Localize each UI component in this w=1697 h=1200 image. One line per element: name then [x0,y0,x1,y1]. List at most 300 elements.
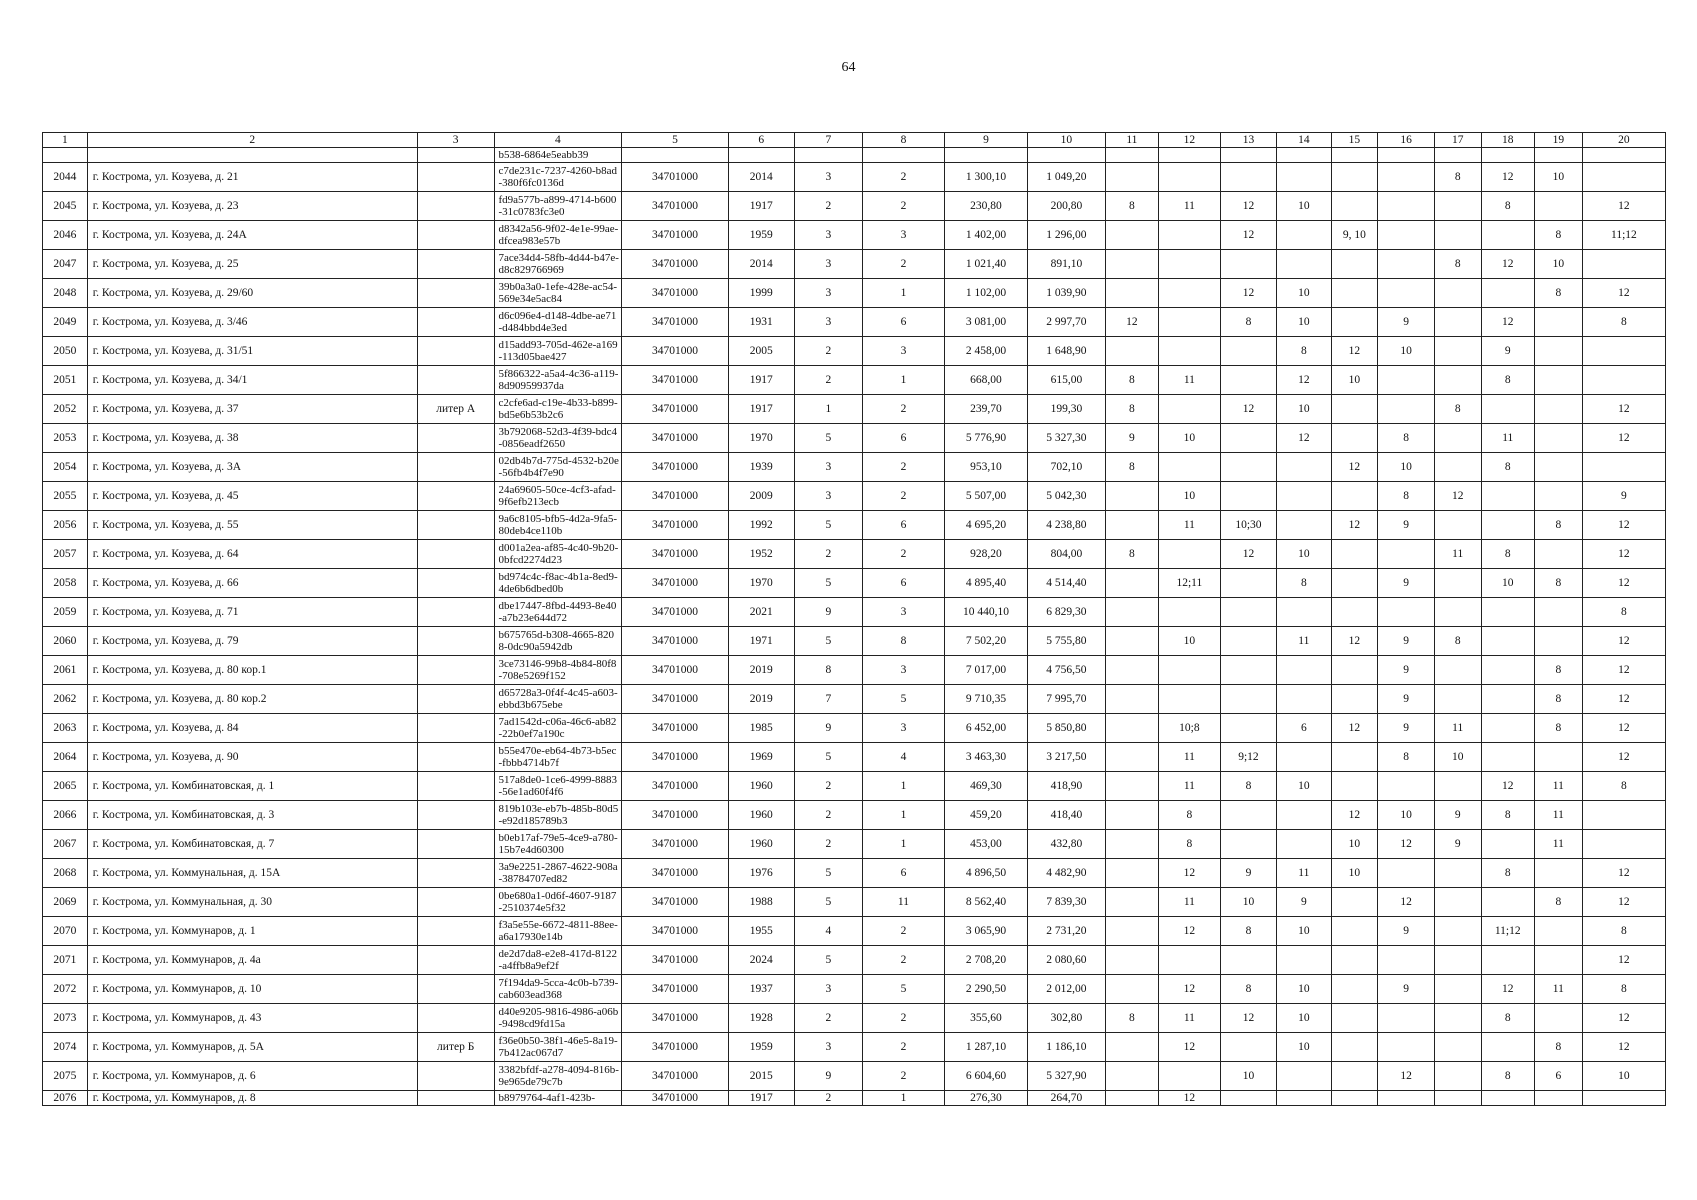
total-area-cell: 239,70 [944,395,1027,424]
table-row [43,192,1666,221]
total-area-cell: 8 562,40 [944,888,1027,917]
col-14-cell: 10 [1277,279,1331,308]
year-built-cell: 2024 [728,946,794,975]
housing-register-table [42,132,1666,1106]
col-13-cell [1220,627,1276,656]
col-12-cell [1158,685,1220,714]
floors-cell: 3 [794,453,862,482]
table-row [43,1091,1666,1106]
row-number-cell: 2046 [43,221,88,250]
col-16-cell: 9 [1378,975,1434,1004]
col-15-cell [1331,569,1378,598]
col-13-cell: 12 [1220,395,1276,424]
entrances-cell: 1 [862,279,944,308]
year-built-cell: 1999 [728,279,794,308]
living-area-cell: 5 327,90 [1028,1062,1106,1091]
total-area-cell: 355,60 [944,1004,1027,1033]
total-area-cell: 928,20 [944,540,1027,569]
col-14-cell: 8 [1277,337,1331,366]
col-19-cell [1534,453,1582,482]
col-12-cell [1158,1062,1220,1091]
col-11-cell [1105,946,1158,975]
col-19-cell: 8 [1534,511,1582,540]
entrances-cell: 6 [862,308,944,337]
col-13-cell [1220,453,1276,482]
column-header-14: 14 [1277,133,1331,148]
column-header-13: 13 [1220,133,1276,148]
col-15-cell [1331,1004,1378,1033]
oktmo-code-cell: 34701000 [622,482,728,511]
building-letter-cell [417,743,494,772]
entrances-cell: 1 [862,772,944,801]
col-17-cell [1434,946,1481,975]
year-built-cell: 1960 [728,772,794,801]
oktmo-code-cell: 34701000 [622,714,728,743]
guid-cell: 7f194da9-5cca-4c0b-b739-cab603ead368 [494,975,622,1004]
address-cell: г. Кострома, ул. Коммунаров, д. 10 [87,975,417,1004]
floors-cell: 5 [794,424,862,453]
total-area-cell: 469,30 [944,772,1027,801]
col-18-cell: 9 [1481,337,1534,366]
col-15-cell: 12 [1331,453,1378,482]
col-15-cell [1331,540,1378,569]
col-19-cell: 8 [1534,1033,1582,1062]
row-number-cell: 2049 [43,308,88,337]
col-11-cell [1105,569,1158,598]
floors-cell: 3 [794,482,862,511]
total-area-cell: 10 440,10 [944,598,1027,627]
col-16-cell: 9 [1378,714,1434,743]
col-16-cell: 12 [1378,888,1434,917]
col-14-cell [1277,598,1331,627]
living-area-cell: 2 012,00 [1028,975,1106,1004]
col-12-cell: 11 [1158,1004,1220,1033]
floors-cell: 9 [794,598,862,627]
col-19-cell: 6 [1534,1062,1582,1091]
col-12-cell [1158,250,1220,279]
living-area-cell: 6 829,30 [1028,598,1106,627]
col-15-cell [1331,192,1378,221]
table-row [43,917,1666,946]
building-letter-cell [417,1004,494,1033]
col-11-cell [1105,1033,1158,1062]
column-header-17: 17 [1434,133,1481,148]
row-number-cell: 2047 [43,250,88,279]
col-20-cell: 12 [1582,569,1665,598]
row-number-cell: 2052 [43,395,88,424]
oktmo-code-cell: 34701000 [622,337,728,366]
year-built-cell: 1976 [728,859,794,888]
living-area-cell: 199,30 [1028,395,1106,424]
row-number-cell: 2062 [43,685,88,714]
col-12-cell: 10 [1158,424,1220,453]
address-cell: г. Кострома, ул. Козуева, д. 64 [87,540,417,569]
col-19-cell [1534,1091,1582,1106]
year-built-cell: 1917 [728,1091,794,1106]
column-number-header [43,133,1666,148]
oktmo-code-cell: 34701000 [622,627,728,656]
col-19-cell [1534,859,1582,888]
col-11-cell [1105,1062,1158,1091]
col-15-cell [1331,598,1378,627]
col-19-cell [1534,366,1582,395]
floors-cell: 5 [794,888,862,917]
guid-cell: d6c096e4-d148-4dbe-ae71-d484bbd4e3ed [494,308,622,337]
col-16-cell [1378,540,1434,569]
col-11-cell [1105,482,1158,511]
col-20-cell [1582,366,1665,395]
entrances-cell: 11 [862,888,944,917]
col-17-cell [1434,772,1481,801]
guid-cell: fd9a577b-a899-4714-b600-31c0783fc3e0 [494,192,622,221]
row-number-cell: 2063 [43,714,88,743]
col-18-cell [1481,511,1534,540]
col-17-cell [1434,424,1481,453]
row-number-cell: 2071 [43,946,88,975]
building-letter-cell [417,250,494,279]
year-built-cell: 2019 [728,656,794,685]
col-15-cell: 10 [1331,366,1378,395]
col-20-cell: 12 [1582,714,1665,743]
col-15-cell [1331,888,1378,917]
guid-cell: 3a9e2251-2867-4622-908a-38784707ed82 [494,859,622,888]
col-20-cell: 12 [1582,540,1665,569]
guid-cell: b0eb17af-79e5-4ce9-a780-15b7e4d60300 [494,830,622,859]
building-letter-cell [417,830,494,859]
row-number-cell: 2054 [43,453,88,482]
col-12-cell [1158,221,1220,250]
table-row [43,163,1666,192]
col-17-cell [1434,656,1481,685]
col-13-cell [1220,685,1276,714]
floors-cell: 5 [794,743,862,772]
col-14-cell [1277,830,1331,859]
col-11-cell [1105,337,1158,366]
col-14-cell: 10 [1277,1004,1331,1033]
total-area-cell: 5 776,90 [944,424,1027,453]
col-15-cell: 10 [1331,830,1378,859]
address-cell: г. Кострома, ул. Комбинатовская, д. 1 [87,772,417,801]
guid-cell: 3382bfdf-a278-4094-816b-9e965de79c7b [494,1062,622,1091]
total-area-cell: 3 081,00 [944,308,1027,337]
col-13-cell [1220,714,1276,743]
building-letter-cell [417,308,494,337]
col-12-cell: 12 [1158,917,1220,946]
col-12-cell [1158,453,1220,482]
total-area-cell: 2 708,20 [944,946,1027,975]
col-12-cell: 8 [1158,830,1220,859]
building-letter-cell [417,946,494,975]
living-area-cell: 7 995,70 [1028,685,1106,714]
table-row [43,1004,1666,1033]
col-14-cell [1277,163,1331,192]
col-20-cell: 8 [1582,772,1665,801]
column-header-12: 12 [1158,133,1220,148]
guid-cell: d40e9205-9816-4986-a06b-9498cd9fd15a [494,1004,622,1033]
table-row [43,395,1666,424]
col-13-cell: 12 [1220,279,1276,308]
col-18-cell [1481,888,1534,917]
col-14-cell: 10 [1277,308,1331,337]
living-area-cell: 615,00 [1028,366,1106,395]
col-18-cell: 10 [1481,569,1534,598]
entrances-cell: 5 [862,685,944,714]
row-number-cell: 2068 [43,859,88,888]
row-number-cell: 2056 [43,511,88,540]
col-18-cell: 8 [1481,1062,1534,1091]
col-18-cell [1481,482,1534,511]
building-letter-cell [417,627,494,656]
guid-cell: 7ace34d4-58fb-4d44-b47e-d8c829766969 [494,250,622,279]
col-18-cell [1481,1091,1534,1106]
col-18-cell: 8 [1481,366,1534,395]
col-15-cell [1331,424,1378,453]
floors-cell: 3 [794,975,862,1004]
col-16-cell: 10 [1378,801,1434,830]
oktmo-code-cell: 34701000 [622,743,728,772]
col-16-cell [1378,772,1434,801]
col-14-cell: 12 [1277,424,1331,453]
entrances-cell: 2 [862,1062,944,1091]
floors-cell: 2 [794,772,862,801]
col-18-cell: 11;12 [1481,917,1534,946]
table-row [43,656,1666,685]
col-16-cell [1378,221,1434,250]
entrances-cell: 5 [862,975,944,1004]
col-12-cell: 11 [1158,366,1220,395]
col-12-cell: 11 [1158,511,1220,540]
col-12-cell [1158,395,1220,424]
entrances-cell: 3 [862,656,944,685]
col-20-cell: 12 [1582,859,1665,888]
col-14-cell [1277,482,1331,511]
col-17-cell: 10 [1434,743,1481,772]
guid-cell: 5f866322-a5a4-4c36-a119-8d90959937da [494,366,622,395]
total-area-cell: 6 452,00 [944,714,1027,743]
page-number: 64 [841,60,856,75]
col-16-cell: 9 [1378,656,1434,685]
col-20-cell: 12 [1582,656,1665,685]
oktmo-code-cell: 34701000 [622,1062,728,1091]
building-letter-cell [417,453,494,482]
table-row [43,946,1666,975]
table-row [43,511,1666,540]
guid-cell: c7de231c-7237-4260-b8ad-380f6fc0136d [494,163,622,192]
total-area-cell: 953,10 [944,453,1027,482]
col-13-cell: 10;30 [1220,511,1276,540]
col-11-cell [1105,598,1158,627]
year-built-cell: 1970 [728,424,794,453]
entrances-cell: 4 [862,743,944,772]
row-number-cell: 2059 [43,598,88,627]
col-13-cell [1220,163,1276,192]
total-area-cell: 4 896,50 [944,859,1027,888]
address-cell: г. Кострома, ул. Козуева, д. 21 [87,163,417,192]
oktmo-code-cell: 34701000 [622,279,728,308]
guid-cell: d8342a56-9f02-4e1e-99ae-dfcea983e57b [494,221,622,250]
guid-cell: 3ce73146-99b8-4b84-80f8-708e5269f152 [494,656,622,685]
oktmo-code-cell: 34701000 [622,685,728,714]
floors-cell: 8 [794,656,862,685]
col-14-cell [1277,250,1331,279]
table-row [43,569,1666,598]
col-12-cell: 12 [1158,1091,1220,1106]
floors-cell: 1 [794,395,862,424]
col-11-cell: 9 [1105,424,1158,453]
col-16-cell [1378,395,1434,424]
table-row [43,453,1666,482]
col-20-cell: 12 [1582,1004,1665,1033]
col-15-cell [1331,279,1378,308]
total-area-cell: 4 895,40 [944,569,1027,598]
oktmo-code-cell: 34701000 [622,888,728,917]
col-11-cell [1105,1091,1158,1106]
living-area-cell: 5 327,30 [1028,424,1106,453]
col-19-cell: 8 [1534,656,1582,685]
year-built-cell: 1917 [728,192,794,221]
floors-cell: 5 [794,627,862,656]
entrances-cell: 2 [862,453,944,482]
living-area-cell: 891,10 [1028,250,1106,279]
total-area-cell: 7 502,20 [944,627,1027,656]
col-20-cell: 12 [1582,511,1665,540]
col-16-cell [1378,279,1434,308]
oktmo-code-cell: 34701000 [622,221,728,250]
col-11-cell: 8 [1105,453,1158,482]
oktmo-code-cell: 34701000 [622,656,728,685]
col-19-cell: 8 [1534,279,1582,308]
col-14-cell: 11 [1277,859,1331,888]
col-17-cell: 9 [1434,801,1481,830]
total-area-cell: 1 102,00 [944,279,1027,308]
col-18-cell [1481,685,1534,714]
oktmo-code-cell: 34701000 [622,308,728,337]
col-20-cell [1582,830,1665,859]
col-17-cell [1434,337,1481,366]
total-area-cell: 668,00 [944,366,1027,395]
row-number-cell: 2051 [43,366,88,395]
oktmo-code-cell: 34701000 [622,453,728,482]
living-area-cell: 1 296,00 [1028,221,1106,250]
col-12-cell: 12 [1158,859,1220,888]
floors-cell: 9 [794,714,862,743]
col-18-cell: 8 [1481,801,1534,830]
living-area-cell: 4 756,50 [1028,656,1106,685]
entrances-cell: 8 [862,627,944,656]
col-20-cell: 12 [1582,743,1665,772]
entrances-cell: 1 [862,830,944,859]
col-19-cell: 10 [1534,163,1582,192]
col-11-cell [1105,511,1158,540]
year-built-cell: 1985 [728,714,794,743]
building-letter-cell [417,424,494,453]
col-12-cell: 10 [1158,627,1220,656]
column-header-6: 6 [728,133,794,148]
col-17-cell [1434,569,1481,598]
total-area-cell: 459,20 [944,801,1027,830]
guid-cell: bd974c4c-f8ac-4b1a-8ed9-4de6b6dbed0b [494,569,622,598]
col-11-cell: 8 [1105,540,1158,569]
col-12-cell: 10;8 [1158,714,1220,743]
building-letter-cell [417,540,494,569]
guid-cell: f36e0b50-38f1-46e5-8a19-7b412ac067d7 [494,1033,622,1062]
col-19-cell [1534,424,1582,453]
col-16-cell [1378,1033,1434,1062]
building-letter-cell [417,714,494,743]
living-area-cell: 264,70 [1028,1091,1106,1106]
col-13-cell [1220,424,1276,453]
col-14-cell [1277,656,1331,685]
oktmo-code-cell: 34701000 [622,569,728,598]
col-15-cell [1331,772,1378,801]
floors-cell: 9 [794,1062,862,1091]
oktmo-code-cell: 34701000 [622,975,728,1004]
col-19-cell: 8 [1534,685,1582,714]
col-20-cell [1582,163,1665,192]
guid-cell: 517a8de0-1ce6-4999-8883-56e1ad60f4f6 [494,772,622,801]
col-13-cell [1220,337,1276,366]
col-20-cell: 12 [1582,946,1665,975]
address-cell: г. Кострома, ул. Козуева, д. 90 [87,743,417,772]
address-cell: г. Кострома, ул. Козуева, д. 55 [87,511,417,540]
address-cell: г. Кострома, ул. Козуева, д. 3А [87,453,417,482]
building-letter-cell [417,685,494,714]
col-16-cell [1378,192,1434,221]
col-20-cell: 11;12 [1582,221,1665,250]
table-row [43,627,1666,656]
total-area-cell: 3 463,30 [944,743,1027,772]
row-number-cell: 2055 [43,482,88,511]
table-row [43,482,1666,511]
floors-cell: 2 [794,540,862,569]
year-built-cell: 1971 [728,627,794,656]
col-11-cell [1105,250,1158,279]
address-cell: г. Кострома, ул. Козуева, д. 71 [87,598,417,627]
oktmo-code-cell: 34701000 [622,192,728,221]
entrances-cell: 2 [862,917,944,946]
row-number-cell: 2069 [43,888,88,917]
col-17-cell [1434,1004,1481,1033]
col-17-cell [1434,888,1481,917]
building-letter-cell [417,801,494,830]
col-19-cell: 11 [1534,772,1582,801]
year-built-cell: 1928 [728,1004,794,1033]
row-number-cell: 2072 [43,975,88,1004]
col-15-cell [1331,946,1378,975]
col-14-cell: 6 [1277,714,1331,743]
col-18-cell [1481,656,1534,685]
col-18-cell: 12 [1481,163,1534,192]
col-20-cell [1582,250,1665,279]
total-area-cell: 276,30 [944,1091,1027,1106]
address-cell: г. Кострома, ул. Козуева, д. 31/51 [87,337,417,366]
guid-cell: 9a6c8105-bfb5-4d2a-9fa5-80deb4ce110b [494,511,622,540]
living-area-cell: 4 482,90 [1028,859,1106,888]
total-area-cell: 9 710,35 [944,685,1027,714]
col-18-cell [1481,279,1534,308]
row-number-cell: 2048 [43,279,88,308]
living-area-cell: 4 514,40 [1028,569,1106,598]
building-letter-cell [417,772,494,801]
col-20-cell: 10 [1582,1062,1665,1091]
column-header-20: 20 [1582,133,1665,148]
col-19-cell [1534,395,1582,424]
entrances-cell: 1 [862,801,944,830]
col-13-cell [1220,482,1276,511]
row-number-cell: 2061 [43,656,88,685]
oktmo-code-cell: 34701000 [622,917,728,946]
entrances-cell: 1 [862,1091,944,1106]
